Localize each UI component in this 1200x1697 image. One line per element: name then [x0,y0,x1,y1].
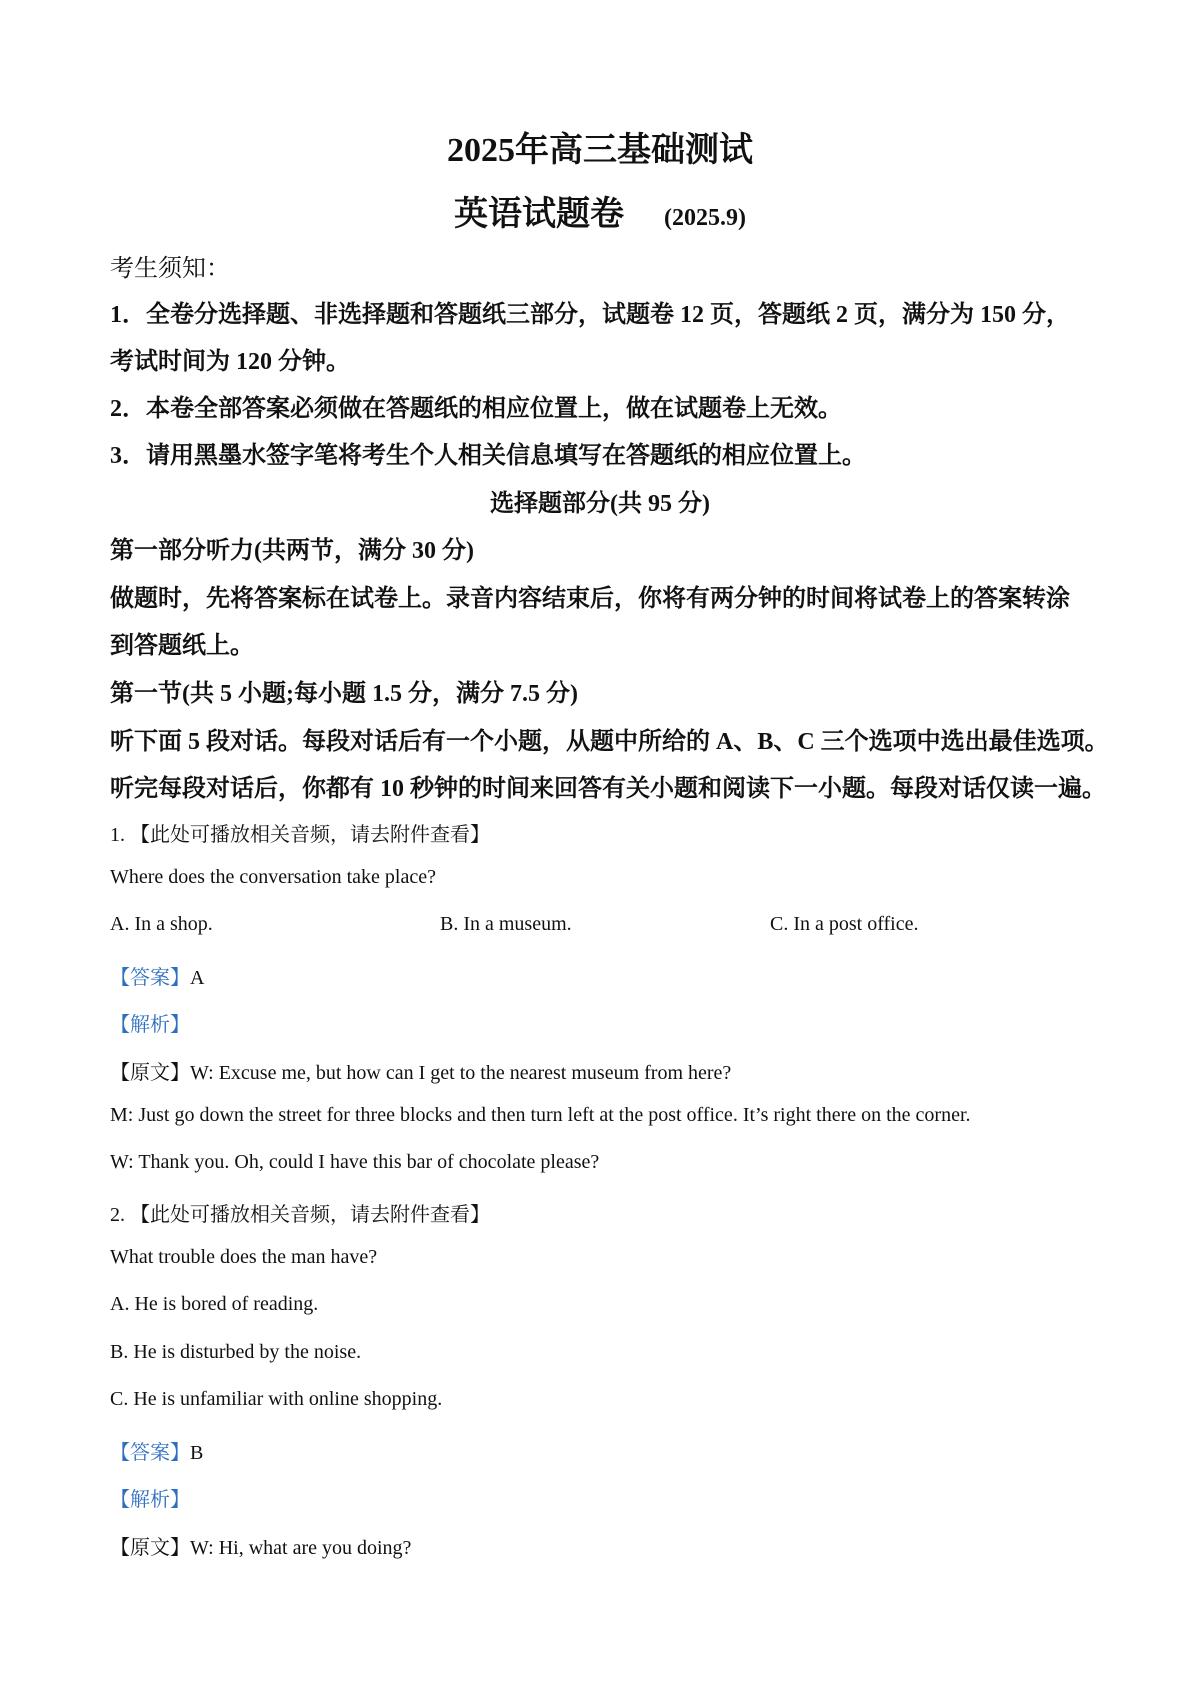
part1-instruction: 做题时，先将答案标在试卷上。录音内容结束后，你将有两分钟的时间将试卷上的答案转涂 [110,586,1070,612]
q2-transcript-row-1 [110,1531,1100,1560]
q2-option-a: A. He is bored of reading. [110,1293,319,1315]
q1-audio-note: 1. 【此处可播放相关音频，请去附件查看】 [110,824,490,846]
notice-item-1: 1．全卷分选择题、非选择题和答题纸三部分，试题卷 12 页，答题纸 2 页，满分为 150 分， [110,302,1070,328]
sub1-instruction: 听下面 5 段对话。每段对话后有一个小题，从题中所给的 A、B、C 三个选项中选出最佳选项。 [110,729,1109,755]
q1-analysis-label: 【解析】 [110,1014,190,1036]
sub1-title: 第一节(共 5 小题;每小题 1.5 分，满分 7.5 分) [110,681,578,707]
q1-transcript-line: W: Excuse me, but how can I get to the nearest museum from here? [190,1062,732,1084]
notice-item-1-cont: 考试时间为 120 分钟。 [110,349,350,375]
exam-date: (2025.9) [664,205,746,231]
q1-option-a: A. In a shop. [110,913,213,935]
q1-answer-label: 【答案】 [110,967,190,989]
q2-answer-row [110,1436,1100,1465]
q1-answer-row [110,961,1100,990]
q1-question: Where does the conversation take place? [110,866,436,888]
part1-title: 第一部分听力(共两节，满分 30 分) [110,538,474,564]
exam-subtitle: 英语试题卷 [454,196,624,233]
q2-option-b: B. He is disturbed by the noise. [110,1341,362,1363]
q1-transcript-line: W: Thank you. Oh, could I have this bar of chocolate please? [110,1151,600,1173]
q2-transcript-label: 【原文】 [110,1537,190,1559]
q1-option-b: B. In a museum. [440,913,572,935]
q2-question: What trouble does the man have? [110,1246,378,1268]
q1-transcript-label: 【原文】 [110,1062,190,1084]
q1-option-c: C. In a post office. [770,913,919,935]
exam-title: 2025年高三基础测试 [447,132,753,169]
q2-audio-note: 2. 【此处可播放相关音频，请去附件查看】 [110,1204,490,1226]
part1-instruction-cont: 到答题纸上。 [110,633,254,659]
q2-answer-label: 【答案】 [110,1442,190,1464]
notice-item-3: 3．请用黑墨水签字笔将考生个人相关信息填写在答题纸的相应位置上。 [110,443,866,469]
q2-option-c: C. He is unfamiliar with online shopping. [110,1388,443,1410]
q1-transcript-line: M: Just go down the street for three blocks and then turn left at the post office. It’s right there on the corner. [110,1104,971,1126]
q2-analysis-label: 【解析】 [110,1489,190,1511]
notice-item-2: 2．本卷全部答案必须做在答题纸的相应位置上，做在试题卷上无效。 [110,396,842,422]
q1-answer: A [190,967,205,989]
sub1-instruction-cont: 听完每段对话后，你都有 10 秒钟的时间来回答有关小题和阅读下一小题。每段对话仅读一遍。 [110,776,1106,802]
q2-transcript-line: W: Hi, what are you doing? [190,1537,412,1559]
exam-subtitle-row [0,186,1200,235]
q1-transcript-row-1 [110,1056,1100,1085]
notice-heading: 考生须知： [110,256,230,282]
section-heading: 选择题部分(共 95 分) [490,491,710,517]
q2-answer: B [190,1442,204,1464]
